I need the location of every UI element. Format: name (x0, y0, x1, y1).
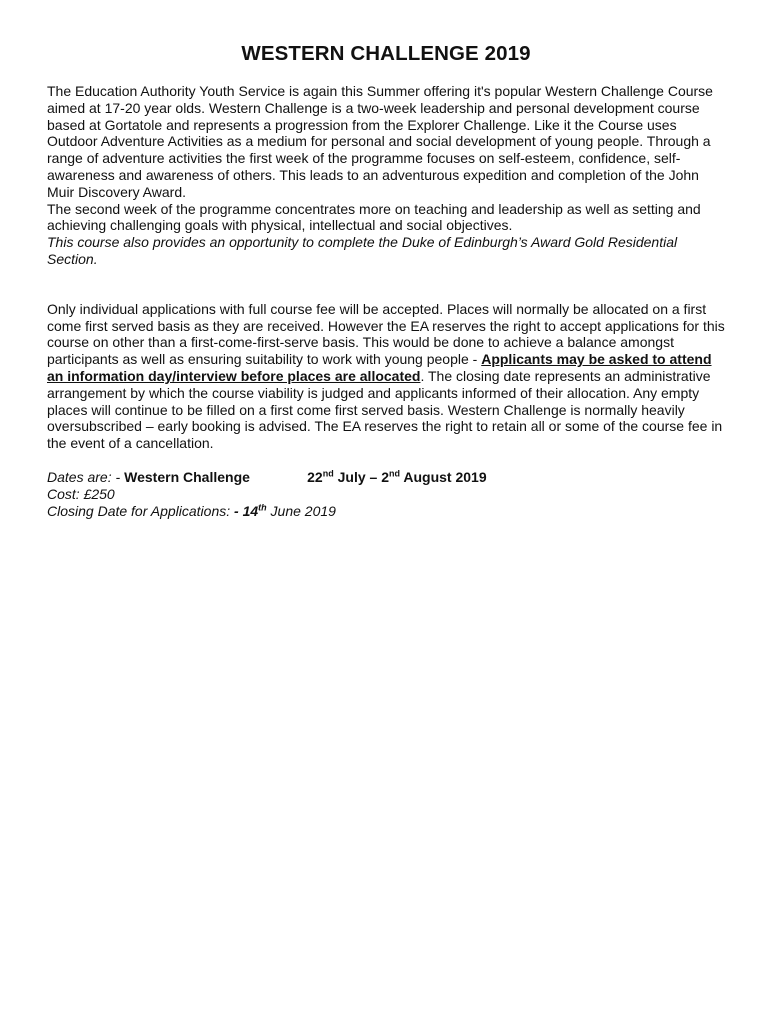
closing-date-text: Closing Date for Applications: (47, 502, 235, 519)
end-day-suffix: nd (388, 468, 400, 479)
start-month: July – (333, 468, 382, 485)
applications-emphasis: Applicants may be asked to attend an information day/interview before places are allocated (47, 351, 712, 384)
closing-date-rest: June 2019 (266, 502, 336, 519)
course-dates (307, 469, 486, 486)
end-day: 2 (381, 468, 389, 485)
closing-date-row (47, 503, 727, 520)
dates-label: Dates are: - (47, 468, 121, 485)
course-name: Western Challenge (124, 468, 250, 485)
closing-date-day (234, 503, 267, 519)
intro-paragraph-1: The Education Authority Youth Service is again this Summer offering it's popular Western Challenge Course aimed at 17-20 year olds. Western Challenge is a two-week leadership and personal development course based at Gortatole and represents a progression from the Explorer Challenge. Like it the Course uses Outdoor Adventure Activities as a medium for personal and social development of young people. Through a range of adventure activities the first week of the programme focuses on self-esteem, confidence, self-awareness and awareness of others. This leads to an adventurous expedition and completion of the John Muir Discovery Award. (47, 83, 713, 200)
applications-text-before: Only individual applications with full course fee will be accepted. Places will normally be allocated on a first come first served basis as they are received. However the EA reserves the right to accept applications for this course on other than a first-come-first-serve basis. This would be done to achieve a balance amongst participants as well as ensuring suitability to work with young people - (47, 300, 725, 368)
applications-text-after: . The closing date represents an administrative arrangement by which the course viability is judged and applicants informed of their allocation. Any empty places will continue to be filled on a first come first served basis. Western Challenge is normally heavily oversubscribed – early booking is advised. The EA reserves the right to retain all or some of the course fee in the event of a cancellation. (47, 367, 723, 452)
intro-paragraph-3: This course also provides an opportunity to complete the Duke of Edinburgh’s Award Gold Residential Section. (47, 234, 678, 267)
closing-date-suffix: th (258, 501, 267, 512)
cost-row (47, 486, 727, 503)
intro-section (47, 83, 727, 268)
end-month-year: August 2019 (399, 468, 487, 485)
start-day-suffix: nd (322, 468, 334, 479)
document-page (47, 42, 727, 519)
start-day: 22 (307, 468, 323, 485)
applications-section (47, 301, 727, 452)
cost-label: Cost: £250 (47, 485, 115, 502)
applications-paragraph (47, 301, 727, 452)
closing-date-day-value: - 14 (234, 502, 259, 519)
course-details (47, 469, 727, 519)
dates-row (47, 469, 727, 486)
section-gap-small (47, 452, 727, 469)
document-title: WESTERN CHALLENGE 2019 (241, 42, 531, 65)
closing-date-label (47, 503, 336, 520)
section-gap (47, 268, 727, 301)
intro-paragraph-2: The second week of the programme concentrates more on teaching and leadership as well as setting and achieving challenging goals with physical, intellectual and social objectives. (47, 200, 701, 234)
